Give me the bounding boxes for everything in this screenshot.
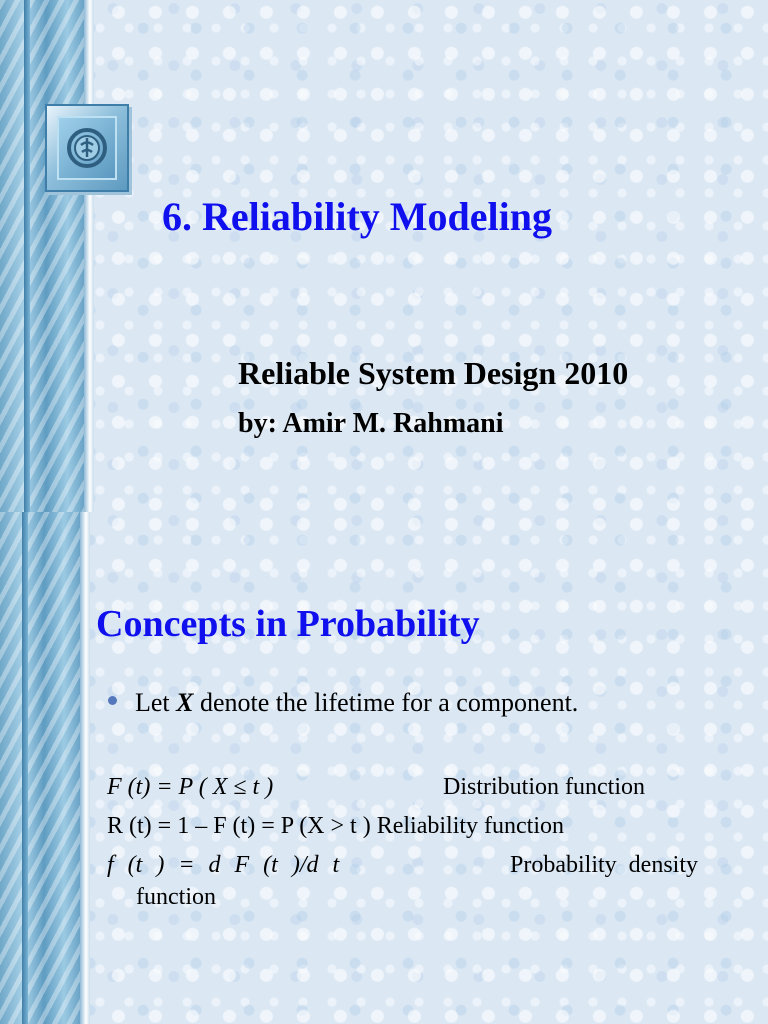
author-name: by: Amir M. Rahmani (238, 408, 504, 439)
logo-inner (57, 116, 117, 180)
bullet-item (108, 688, 578, 718)
decorative-bar-shade (24, 0, 30, 512)
decorative-bar-edge (84, 0, 94, 512)
density-label: Probability density (510, 852, 698, 878)
density-label-continuation: function (136, 884, 216, 910)
bullet-suffix: denote the lifetime for a component. (193, 688, 579, 717)
decorative-bar-edge (80, 512, 90, 1024)
density-formula: f (t ) = d F (t )/d t (107, 852, 340, 878)
reliability-formula: R (t) = 1 – F (t) = P (X > t ) Reliability function (107, 813, 565, 839)
bullet-dot-icon (108, 696, 117, 705)
slide-title-heading: 6. Reliability Modeling (162, 194, 552, 239)
distribution-formula: F (t) = P ( X ≤ t ) (107, 774, 274, 800)
distribution-label: Distribution function (443, 774, 645, 800)
decorative-left-bar (0, 512, 80, 1024)
logo-box (45, 104, 129, 192)
course-name: Reliable System Design 2010 (238, 355, 629, 391)
slide-concepts (0, 512, 768, 1024)
decorative-bar-shade (22, 512, 28, 1024)
university-emblem-icon (66, 127, 108, 169)
bullet-variable: X (176, 688, 194, 717)
concepts-heading: Concepts in Probability (96, 603, 480, 645)
decorative-left-bar (0, 0, 84, 512)
bullet-prefix: Let (135, 688, 177, 717)
